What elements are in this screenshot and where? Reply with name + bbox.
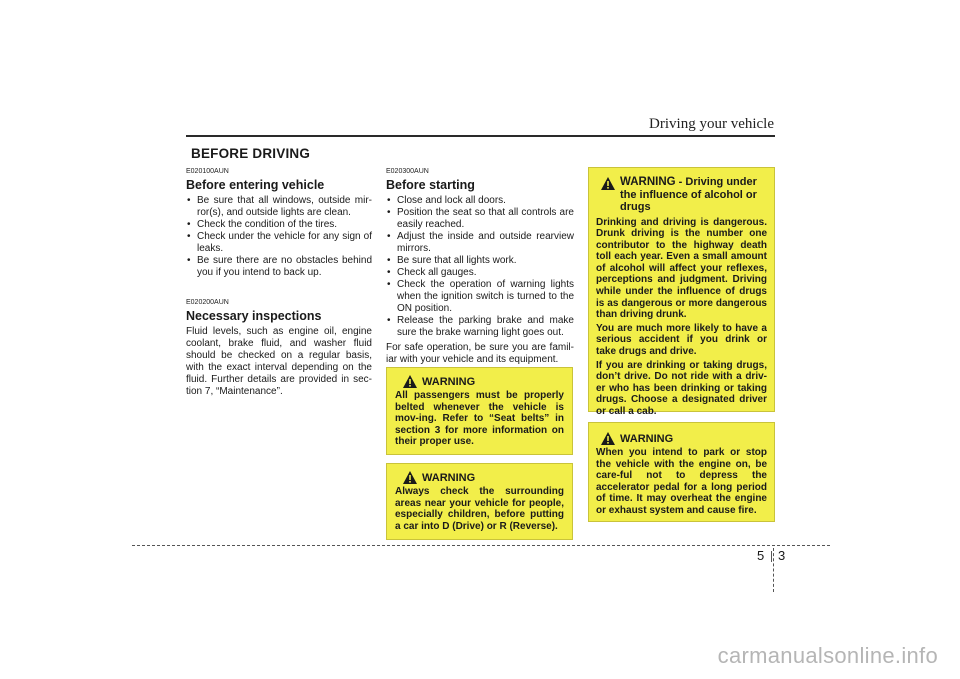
warning-triangle-icon	[601, 432, 615, 445]
list-item: • Be sure that all windows, outside mir-ror(s), and outside lights are clean.	[186, 195, 372, 219]
warning-triangle-icon	[403, 375, 417, 388]
before-starting-list	[386, 195, 574, 339]
warning-title: WARNING	[422, 375, 476, 388]
left-column	[186, 167, 372, 398]
watermark: carmanualsonline.info	[717, 643, 938, 668]
warning-title: WARNING	[620, 176, 676, 188]
heading-necessary-inspections: Necessary inspections	[186, 309, 322, 323]
footer-dashed-rule	[132, 545, 830, 546]
warning-text: When you intend to park or stop the vehicle with the engine on, be care-ful not to depress the accelerator pedal for a long period of time. It may overheat the engine or exhaust system and cause fire.	[596, 447, 767, 516]
footer-vertical-rule	[773, 548, 774, 592]
list-item: • Be sure there are no obstacles behind you if you intend to back up.	[186, 255, 372, 279]
warning-box-idling	[588, 422, 775, 522]
list-item: • Adjust the inside and outside rearview mirrors.	[386, 231, 574, 255]
warning-paragraph: Drinking and driving is dangerous. Drunk driving is the number one contributor to the highway death toll each year. Even a small amount of alcohol will affect your reflexes, perceptions and judgment. Driving while under the influence of drugs is as dangerous or more dangerous than driving drunk.	[596, 216, 767, 321]
heading-before-starting: Before starting	[386, 178, 475, 192]
warning-triangle-icon	[403, 471, 417, 484]
page-number-separator	[771, 551, 772, 562]
warning-header	[601, 176, 767, 214]
warning-header	[403, 471, 564, 484]
warning-header	[403, 375, 564, 388]
page-number: 3	[778, 548, 786, 563]
page-section-number: 5	[757, 548, 765, 563]
heading-before-entering: Before entering vehicle	[186, 178, 325, 192]
safe-operation-paragraph: For safe operation, be sure you are famil-iar with your vehicle and its equipment.	[386, 342, 574, 365]
warning-triangle-icon	[601, 177, 615, 190]
warning-text: All passengers must be properly belted whenever the vehicle is mov-ing. Refer to “Seat belts” in section 3 for more information on their proper use.	[395, 390, 564, 448]
warning-title: WARNING	[620, 432, 674, 445]
warning-paragraph: If you are drinking or taking drugs, don’t drive. Do not ride with a driv-er who has been drinking or taking drugs. Choose a designated driver or call a cab.	[596, 359, 767, 417]
warning-box-seat-belts	[386, 367, 573, 455]
list-item: • Close and lock all doors.	[386, 195, 574, 207]
section-code: E020200AUN	[186, 299, 229, 306]
header-rule	[186, 135, 775, 137]
warning-title: WARNING	[422, 471, 476, 484]
section-code: E020100AUN	[186, 168, 229, 175]
running-header-title: Driving your vehicle	[649, 116, 774, 132]
list-item: • Position the seat so that all controls are easily reached.	[386, 207, 574, 231]
warning-subtitle: - Driving under the influence of alcohol or drugs	[620, 176, 757, 213]
list-item: • Check the condition of the tires.	[186, 219, 372, 231]
section-title: BEFORE DRIVING	[191, 146, 311, 161]
list-item: • Check under the vehicle for any sign of leaks.	[186, 231, 372, 255]
section-code: E020300AUN	[386, 168, 429, 175]
warning-box-alcohol-drugs	[588, 167, 775, 417]
list-item: • Be sure that all lights work.	[386, 255, 574, 267]
warning-header	[601, 432, 767, 445]
list-item: • Check all gauges.	[386, 267, 574, 279]
inspections-paragraph: Fluid levels, such as engine oil, engine coolant, brake fluid, and washer fluid should be checked on a regular basis, with the exact interval depending on the fluid. Further details are provided in sec-tion 7, “Maintenance”.	[186, 326, 372, 397]
list-item: • Check the operation of warning lights when the ignition switch is turned to the ON position.	[386, 279, 574, 315]
warning-box-surroundings	[386, 463, 573, 540]
warning-text: Always check the surrounding areas near your vehicle for people, especially children, before putting a car into D (Drive) or R (Reverse).	[395, 486, 564, 532]
warning-paragraph: You are much more likely to have a serious accident if you drink or take drugs and drive.	[596, 322, 767, 358]
middle-column	[386, 167, 574, 366]
before-entering-list	[186, 195, 372, 279]
list-item: • Release the parking brake and make sure the brake warning light goes out.	[386, 315, 574, 339]
